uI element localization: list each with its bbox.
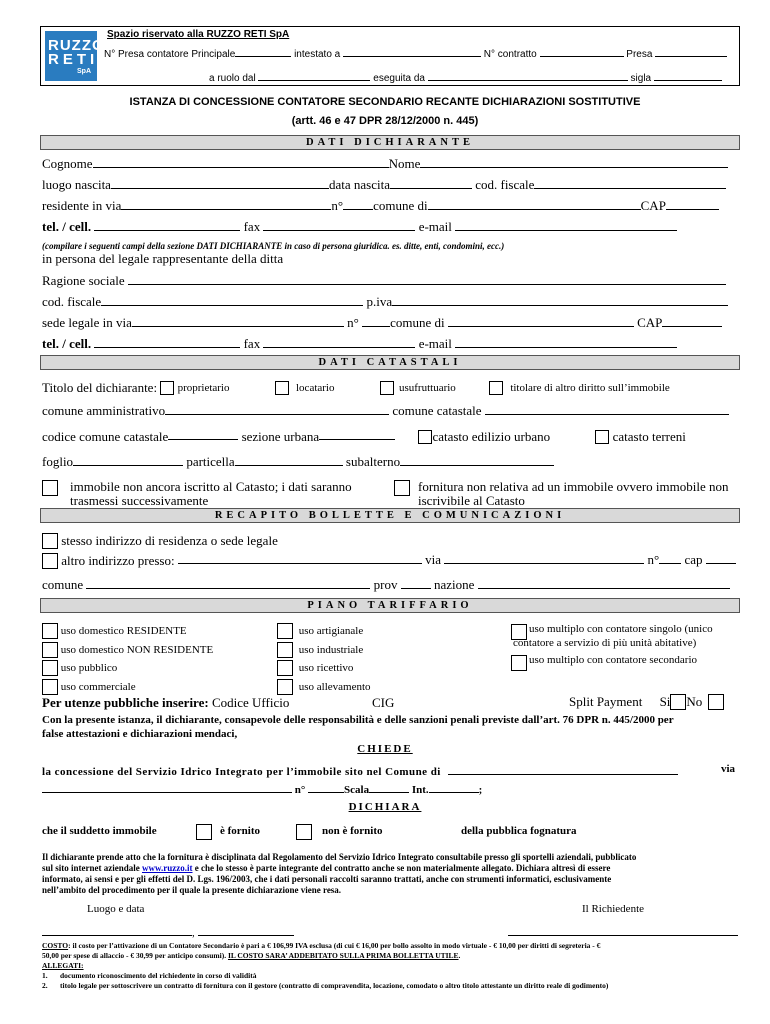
int-label: Int. (411, 784, 429, 796)
nome-label: Nome (388, 156, 421, 171)
costo-label: COSTO (42, 941, 69, 950)
sezione-field[interactable] (319, 428, 395, 440)
comune2-label: comune di (390, 315, 445, 330)
costo-line-1 (42, 941, 600, 950)
para-2a: sul sito internet aziendale (42, 863, 142, 873)
luogo-nascita-field[interactable] (111, 177, 329, 189)
allegato-1-text: documento riconoscimento del richiedente in corso di validità (60, 971, 257, 980)
piano-option (277, 659, 371, 677)
costo-period: . (458, 951, 461, 960)
e-fornito-label: è fornito (220, 825, 261, 837)
document-subtitle: (artt. 46 e 47 DPR 28/12/2000 n. 445) (291, 115, 479, 127)
section-dati-dichiarante: DATI DICHIARANTE (40, 135, 740, 150)
email-field[interactable] (455, 219, 677, 231)
row-comuni (42, 403, 729, 419)
section-recapito: RECAPITO BOLLETTE E COMUNICAZIONI (40, 508, 740, 523)
usufruttuario-label: usufruttuario (398, 382, 456, 395)
persona-giuridica-note: (compilare i seguenti campi della sezione DATI DICHIARANTE in caso di persona giuridica. es. ditte, enti, condomini, ecc.) (42, 241, 505, 251)
stesso-indirizzo-label: stesso indirizzo di residenza o sede legale (61, 533, 278, 549)
fax-field[interactable] (263, 219, 415, 231)
recapito-via-label: via (425, 552, 441, 567)
uso-multiplo-singolo-label-2: contatore a servizio di più unità abitative) (513, 637, 697, 649)
eseguita-label: eseguita da (373, 73, 425, 84)
piano-col1 (42, 622, 213, 696)
particella-field[interactable] (235, 454, 343, 466)
cod-fiscale-label: cod. fiscale (475, 177, 535, 192)
cig-label: CIG (372, 695, 395, 710)
persona-legale-label: in persona del legale rappresentante della ditta (42, 251, 284, 266)
allegati-heading: ALLEGATI: (42, 961, 84, 970)
comune-amm-label: comune amministrativo (42, 403, 166, 418)
recapito-prov-field[interactable] (401, 577, 431, 589)
logo-sub: SpA (77, 68, 91, 75)
piano-option (42, 659, 213, 677)
sigla-field[interactable] (654, 69, 722, 81)
email2-label: e-mail (418, 336, 452, 351)
int-field[interactable] (429, 781, 479, 793)
titolare-checkbox[interactable] (489, 381, 503, 395)
stesso-indirizzo-checkbox[interactable] (42, 533, 58, 549)
uso-domestico-non-residente-label: uso domestico NON RESIDENTE (60, 643, 214, 656)
numero-label: n° (331, 198, 344, 213)
data-field[interactable] (198, 924, 294, 936)
tel-label: tel. / cell. (42, 219, 92, 234)
piano-option (277, 622, 371, 640)
tel2-label: tel. / cell. (42, 336, 92, 351)
cod-fiscale2-label: cod. fiscale (42, 294, 102, 309)
comma: , (192, 927, 195, 939)
non-iscritto-label-2: trasmessi successivamente (70, 493, 209, 508)
recapito-nazione-field[interactable] (478, 577, 730, 589)
uso-commerciale-label: uso commerciale (60, 680, 136, 693)
allegato-1 (42, 971, 256, 980)
firma-richiedente-field[interactable] (508, 924, 738, 936)
row-cf-piva (42, 294, 728, 310)
proprietario-label: proprietario (177, 382, 230, 395)
immobile-n-label: n° (294, 784, 306, 796)
reserved-box (40, 26, 740, 86)
data-nascita-field[interactable] (390, 177, 472, 189)
comune-cat-label: comune catastale (392, 403, 482, 418)
allegato-2-text: titolo legale per sottoscrivere un contratto di fornitura con il gestore (contratto di compravendita, locazione, comodato o altro titolo attestante un diritto reale di godimento) (60, 981, 609, 990)
foglio-label: foglio (42, 454, 74, 469)
piano-option (277, 677, 371, 695)
para-line-3: informato, ai sensi e per gli effetti del D. Lgs. 196/2003, che i dati personali raccolti saranno trattati, anche con strumenti informatici, esclusivamente (42, 874, 612, 884)
cap2-label: CAP (637, 315, 663, 330)
section-piano-tariffario: PIANO TARIFFARIO (40, 598, 740, 613)
piano-option (42, 677, 213, 695)
comune2-field[interactable] (448, 315, 634, 327)
comune-label: comune di (373, 198, 428, 213)
sigla-label: sigla (630, 73, 652, 84)
concessione-label: la concessione del Servizio Idrico Integrato per l’immobile sito nel Comune di (42, 766, 441, 778)
suddetto-label: che il suddetto immobile (42, 825, 157, 837)
cod-fiscale2-field[interactable] (101, 294, 363, 306)
recapito-cap-label: cap (684, 552, 703, 567)
uso-domestico-residente-checkbox[interactable] (42, 623, 58, 639)
tel-field[interactable] (94, 219, 240, 231)
uso-pubblico-checkbox[interactable] (42, 660, 58, 676)
uso-multiplo-singolo-label-1: uso multiplo con contatore singolo (unico (529, 623, 713, 635)
luogo-nascita-label: luogo nascita (42, 177, 111, 192)
comune-field[interactable] (428, 198, 641, 210)
recapito-via-field[interactable] (444, 552, 644, 564)
row-codice-comune (42, 428, 686, 445)
ragione-sociale-label: Ragione sociale (42, 273, 125, 288)
reserved-title: Spazio riservato alla RUZZO RETI SpA (107, 29, 290, 40)
fax2-label: fax (243, 336, 261, 351)
row-residenza (42, 198, 719, 214)
luogo-field[interactable] (42, 924, 192, 936)
para-2b: e che lo stesso è parte integrante del contratto anche se non materialmente allegato. Dichiara altresì di essere (192, 863, 611, 873)
uso-artigianale-checkbox[interactable] (277, 623, 293, 639)
nome-field[interactable] (420, 156, 728, 168)
logo-line2: RETI (48, 51, 99, 68)
email-label: e-mail (418, 219, 452, 234)
piva-label: p.iva (366, 294, 393, 309)
recapito-cap-field[interactable] (706, 552, 736, 564)
ruolo-label: a ruolo dal (209, 73, 256, 84)
uso-pubblico-label: uso pubblico (60, 662, 118, 675)
numero2-field[interactable] (362, 315, 390, 327)
presa2-field[interactable] (655, 45, 727, 57)
recapito-prov-label: prov (373, 577, 398, 592)
semicolon: ; (478, 784, 483, 796)
uso-commerciale-checkbox[interactable] (42, 679, 58, 695)
allegato-2-num: 2. (42, 981, 48, 990)
intro-line-2: false attestazioni e dichiarazioni mendaci, (42, 728, 238, 740)
para-line-4: nell’ambito del procedimento per il quale la presente dichiarazione viene resa. (42, 885, 342, 895)
sede-legale-label: sede legale in via (42, 315, 132, 330)
logo-line1: RUZZO (48, 37, 105, 54)
richiedente-label: Il Richiedente (582, 903, 645, 915)
recapito-n-label: n° (647, 552, 660, 567)
subalterno-label: subalterno (345, 454, 401, 469)
dichiara-heading: DICHIARA (348, 801, 422, 813)
row-foglio (42, 454, 554, 470)
piano-option (42, 640, 213, 658)
contratto-field[interactable] (540, 45, 624, 57)
allegato-1-num: 1. (42, 971, 48, 980)
uso-multiplo-secondario-label: uso multiplo con contatore secondario (529, 654, 698, 666)
chiede-heading: CHIEDE (357, 743, 413, 755)
cognome-label: Cognome (42, 156, 93, 171)
uso-multiplo-secondario-checkbox[interactable] (511, 655, 527, 671)
section-dati-catastali: DATI CATASTALI (40, 355, 740, 370)
row-sede-legale (42, 315, 722, 331)
para-line-2 (42, 863, 610, 873)
catasto-edilizio-checkbox[interactable] (418, 430, 432, 444)
fognatura-label: della pubblica fognatura (461, 825, 577, 837)
uso-ricettivo-label: uso ricettivo (298, 662, 354, 675)
contratto-label: N° contratto (483, 49, 537, 60)
split-no-checkbox[interactable] (708, 694, 724, 710)
ruolo-field[interactable] (258, 69, 370, 81)
locatario-checkbox[interactable] (275, 381, 289, 395)
uso-allevamento-checkbox[interactable] (277, 679, 293, 695)
ruzzo-website-link[interactable]: www.ruzzo.it (142, 863, 193, 873)
split-si-label: Si (659, 694, 671, 710)
row-ragione-sociale (42, 273, 726, 289)
intro-line-1: Con la presente istanza, il dichiarante, consapevole delle responsabilità e delle sanzioni penali previste dall’art. 76 DPR n. 445/2000 per (42, 714, 674, 726)
uso-domestico-non-residente-checkbox[interactable] (42, 642, 58, 658)
concessione-via-label: via (721, 763, 736, 775)
proprietario-checkbox[interactable] (160, 381, 174, 395)
catasto-terreni-label: catasto terreni (612, 429, 686, 445)
titolare-label: titolare di altro diritto sull’immobile (510, 382, 670, 395)
costo-line-2 (42, 951, 460, 960)
row-comune-recapito (42, 577, 730, 593)
presa-label: N° Presa contatore Principale (104, 49, 236, 60)
split-no-label: No (686, 694, 703, 710)
luogo-data-label: Luogo e data (87, 903, 145, 915)
subalterno-field[interactable] (400, 454, 554, 466)
immobile-n-field[interactable] (308, 781, 344, 793)
usufruttuario-checkbox[interactable] (380, 381, 394, 395)
cognome-field[interactable] (93, 156, 389, 168)
tel2-field[interactable] (94, 336, 240, 348)
row-nascita (42, 177, 726, 193)
residente-via-label: residente in via (42, 198, 122, 213)
fornitura-label-1: fornitura non relativa ad un immobile ovvero immobile non (418, 479, 729, 494)
row-cognome (42, 156, 728, 172)
catasto-terreni-checkbox[interactable] (595, 430, 609, 444)
e-fornito-checkbox[interactable] (196, 824, 212, 840)
recapito-comune-label: comune (42, 577, 84, 592)
row-indirizzo-immobile (42, 781, 482, 796)
scala-label: Scala (344, 784, 370, 796)
split-payment-label: Split Payment (569, 694, 643, 710)
ruzzo-logo (45, 31, 105, 81)
piano-option (42, 622, 213, 640)
codice-comune-field[interactable] (168, 428, 238, 440)
fornitura-label-2: iscrivibile al Catasto (418, 493, 525, 508)
piano-option (277, 640, 371, 658)
costo-text-1: : il costo per l’attivazione di un Contatore Secondario è pari a € 106,99 IVA esclusa (di cui € 16,00 per bollo assolto in modo virtuale - € 10,00 per diritti di segreteria - € (68, 941, 601, 950)
codice-ufficio-label: Codice Ufficio (211, 695, 290, 710)
row-titolo (42, 379, 670, 396)
uso-ricettivo-checkbox[interactable] (277, 660, 293, 676)
reserved-row2 (209, 69, 722, 84)
recapito-nazione-label: nazione (434, 577, 475, 592)
non-iscritto-checkbox[interactable] (42, 480, 58, 496)
uso-industriale-label: uso industriale (298, 643, 364, 656)
fax-label: fax (243, 219, 261, 234)
presa-field[interactable] (235, 45, 291, 57)
residente-via-field[interactable] (121, 198, 331, 210)
piva-field[interactable] (392, 294, 728, 306)
reserved-row1 (104, 45, 727, 60)
codice-comune-label: codice comune catastale (42, 429, 169, 445)
email2-field[interactable] (455, 336, 677, 348)
row-altro-indirizzo (42, 552, 736, 569)
recapito-n-field[interactable] (659, 552, 681, 564)
ragione-sociale-field[interactable] (128, 273, 726, 285)
document-title: ISTANZA DI CONCESSIONE CONTATORE SECONDARIO RECANTE DICHIARAZIONI SOSTITUTIVE (129, 96, 641, 108)
catasto-edilizio-label: catasto edilizio urbano (432, 429, 551, 445)
non-iscritto-label-1: immobile non ancora iscritto al Catasto; i dati saranno (70, 479, 352, 494)
sezione-label: sezione urbana (241, 429, 320, 445)
concessione-comune-field[interactable] (448, 763, 678, 775)
non-fornito-label: non è fornito (322, 825, 383, 837)
uso-domestico-residente-label: uso domestico RESIDENTE (60, 625, 187, 638)
altro-indirizzo-label: altro indirizzo presso: (61, 553, 175, 569)
fax2-field[interactable] (263, 336, 415, 348)
allegato-2 (42, 981, 608, 990)
comune-amm-field[interactable] (165, 403, 389, 415)
particella-label: particella (186, 454, 235, 469)
uso-allevamento-label: uso allevamento (298, 680, 371, 693)
eseguita-field[interactable] (428, 69, 628, 81)
row-split-payment (569, 693, 724, 710)
foglio-field[interactable] (73, 454, 183, 466)
cap-field[interactable] (666, 198, 719, 210)
cap-label: CAP (640, 198, 666, 213)
fornitura-non-relativa-checkbox[interactable] (394, 480, 410, 496)
sede-legale-field[interactable] (132, 315, 344, 327)
titolo-label: Titolo del dichiarante: (42, 380, 158, 396)
altro-indirizzo-field[interactable] (178, 552, 422, 564)
comune-cat-field[interactable] (485, 403, 729, 415)
intestato-field[interactable] (343, 45, 481, 57)
uso-industriale-checkbox[interactable] (277, 642, 293, 658)
numero2-label: n° (347, 315, 359, 330)
altro-indirizzo-checkbox[interactable] (42, 553, 58, 569)
data-nascita-label: data nascita (328, 177, 390, 192)
presa2-label: Presa (626, 49, 653, 60)
cap2-field[interactable] (662, 315, 722, 327)
para-line-1: Il dichiarante prende atto che la fornitura è disciplinata dal Regolamento del Servizio Idrico Integrato consultabile presso gli sportelli aziendali, pubblicato (42, 852, 637, 862)
costo-text-2a: 50,00 per spese di allaccio - € 30,99 per anticipo consumi). (42, 951, 228, 960)
cod-fiscale-field[interactable] (534, 177, 726, 189)
uso-artigianale-label: uso artigianale (298, 625, 364, 638)
row-stesso-indirizzo (42, 532, 278, 549)
split-si-checkbox[interactable] (670, 694, 686, 710)
row-concessione (42, 763, 678, 778)
row-contatti (42, 219, 677, 235)
intestato-label: intestato a (294, 49, 341, 60)
recapito-comune-field[interactable] (86, 577, 370, 589)
piano-col2 (277, 622, 371, 696)
row-contatti2 (42, 336, 677, 352)
locatario-label: locatario (296, 382, 335, 395)
immobile-via-field[interactable] (42, 781, 292, 793)
row-utenze-pubbliche (42, 695, 289, 711)
scala-field[interactable] (369, 781, 409, 793)
costo-addebito: IL COSTO SARA’ ADDEBITATO SULLA PRIMA BOLLETTA UTILE (227, 951, 459, 960)
non-fornito-checkbox[interactable] (296, 824, 312, 840)
numero-field[interactable] (343, 198, 373, 210)
row-firma (42, 924, 294, 939)
utenze-pubbliche-label: Per utenze pubbliche inserire: (42, 695, 209, 710)
